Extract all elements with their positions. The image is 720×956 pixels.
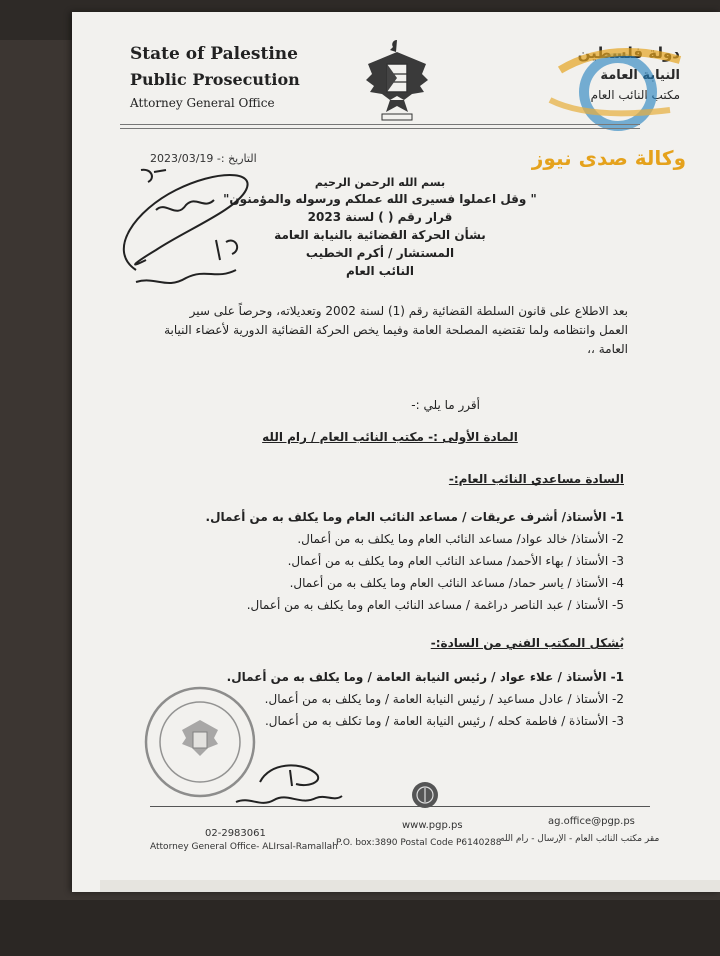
- issuer-title: النائب العام: [345, 264, 415, 278]
- list-item: 5- الأستاذ / عبد الناصر دراغمة / مساعد النائب العام وما يكلف به من أعمال.: [246, 598, 624, 612]
- issuer-name: المستشار / أكرم الخطيب: [305, 246, 455, 260]
- article-one-heading: المادة الأولى :- مكتب النائب العام / رام الله: [262, 430, 518, 444]
- technical-office-heading: يُشكل المكتب الفني من السادة:-: [430, 636, 624, 650]
- decision-intro: أقرر ما يلي :-: [411, 398, 480, 412]
- letterhead-ar-office: مكتب النائب العام: [590, 88, 680, 102]
- basmala: بسم الله الرحمن الرحيم: [314, 176, 446, 189]
- header-rule-top: [120, 124, 640, 125]
- background-floor: [0, 900, 720, 956]
- list-item: 1- الأستاذ/ أشرف عريقات / مساعد النائب العام وما يكلف به من أعمال.: [205, 510, 624, 524]
- footer-phone: 02-2983061: [205, 828, 266, 839]
- footer-rule: [150, 806, 650, 807]
- header-rule-bottom: [120, 128, 640, 129]
- technical-office-list: [200, 666, 624, 732]
- letterhead-ar-state: دولة فلسطين: [577, 44, 680, 62]
- footer-address-ar: مقر مكتب النائب العام - الإرسال - رام الله: [500, 834, 660, 844]
- list-item: 3- الأستاذة / فاطمة كحله / رئيس النيابة العامة / وما تكلف به من أعمال.: [264, 714, 624, 728]
- footer-email: ag.office@pgp.ps: [548, 816, 635, 827]
- letterhead-en-prosecution: Public Prosecution: [130, 70, 300, 89]
- footer-address-en: Attorney General Office- ALIrsal-Ramallah: [150, 842, 338, 852]
- decision-subject: بشأن الحركة القضائية بالنيابة العامة: [274, 228, 486, 242]
- letterhead-en-office: Attorney General Office: [130, 96, 275, 110]
- page-bottom-edge: [100, 880, 720, 892]
- preamble-paragraph: بعد الاطلاع على قانون السلطة القضائية رقم (1) لسنة 2002 وتعديلاته، وحرصاً على سير العمل وانتظامه ولما تقتضيه المصلحة العامة وفيما يخص الحركة القضائية الدورية لأعضاء النيابة العامة ،،: [164, 304, 628, 356]
- watermark-agency-name: وكالة صدى نيوز: [531, 146, 686, 170]
- assistants-list: [200, 506, 624, 616]
- decision-number: قرار رقم ( ) لسنة 2023: [307, 210, 453, 224]
- list-item: 2- الأستاذ/ خالد عواد/ مساعد النائب العام وما يكلف به من أعمال.: [297, 532, 624, 546]
- eagle-emblem-icon: [360, 34, 434, 130]
- letterhead-ar-prosecution: النيابة العامة: [600, 68, 680, 83]
- list-item: 4- الأستاذ / ياسر حماد/ مساعد النائب العام وما يكلف به من أعمال.: [289, 576, 624, 590]
- letterhead-en-state: State of Palestine: [130, 44, 298, 64]
- list-item: 3- الأستاذ / بهاء الأحمد/ مساعد النائب العام وما يكلف به من أعمال.: [287, 554, 624, 568]
- quranic-verse: " وقل اعملوا فسيرى الله عملكم ورسوله والمؤمنون": [223, 192, 537, 206]
- handwritten-signature-bottom: [230, 752, 350, 812]
- footer-website: www.pgp.ps: [402, 820, 463, 831]
- footer-po-box: P.O. box:3890 Postal Code P6140288: [336, 838, 502, 848]
- list-item: 1- الأستاذ / علاء عواد / رئيس النيابة العامة / وما يكلف به من أعمال.: [226, 670, 624, 684]
- document-date: التاريخ :- 2023/03/19: [150, 152, 257, 165]
- assistants-heading: السادة مساعدي النائب العام:-: [448, 472, 624, 486]
- list-item: 2- الأستاذ / عادل مساعيد / رئيس النيابة العامة / وما يكلف به من أعمال.: [264, 692, 624, 706]
